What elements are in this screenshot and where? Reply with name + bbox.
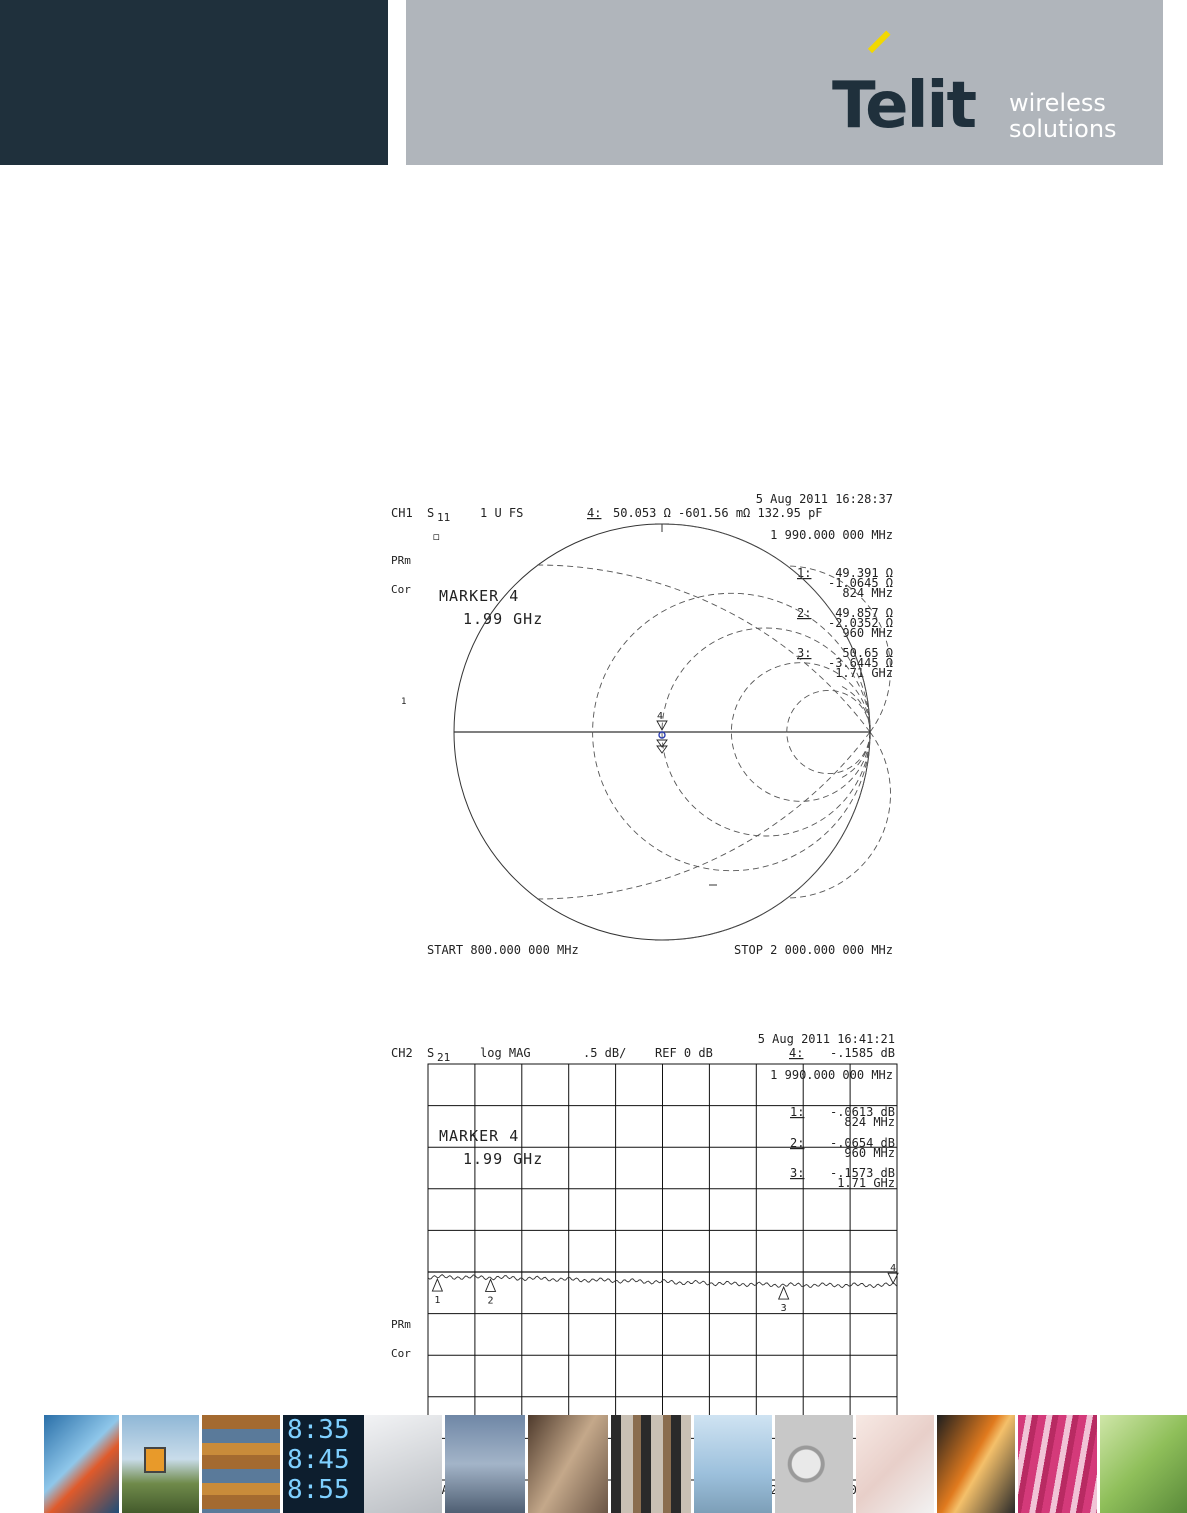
smith-marker-3-f: 1.71 GHz <box>835 666 893 680</box>
logo-tagline-line-2: solutions <box>1009 115 1117 143</box>
smith-marker-3-r: 50.65 Ω <box>842 646 893 660</box>
smith-marker-1-f: 824 MHz <box>842 586 893 600</box>
logmag-trace-markers <box>432 1263 898 1314</box>
logmag-stop: 2 000 <box>770 1483 865 1497</box>
logmag-marker-title: MARKER 4 <box>439 1127 520 1145</box>
phone-icon <box>144 1447 166 1473</box>
header-dark-panel <box>0 0 388 165</box>
smith-marker-1-id: 1: <box>797 566 812 580</box>
smith-marker-1-x: -1.0645 Ω <box>827 576 893 590</box>
logmag-format: log MAG <box>480 1046 531 1060</box>
photo-cyclist <box>445 1415 525 1513</box>
smith-prm: PRm <box>391 554 411 567</box>
smith-left-tick: 1 <box>401 697 407 707</box>
smith-marker-2-x: -2.0352 Ω <box>827 616 893 630</box>
logmag-marker-2-triangle <box>486 1279 496 1291</box>
logmag-marker-readout: -.1585 dB <box>829 1046 895 1060</box>
telit-logo <box>832 48 1132 148</box>
logmag-channel: CH2 <box>391 1046 413 1060</box>
logmag-timestamp: 5 Aug 2011 16:41:21 <box>757 1032 895 1046</box>
smith-x-arc-neg-0.5 <box>537 732 870 899</box>
smith-param-sub: 11 <box>437 511 451 524</box>
logmag-marker-2-label: 2 <box>487 1295 494 1307</box>
logo-word: Telit <box>832 69 976 143</box>
logmag-marker-3-triangle <box>779 1287 789 1299</box>
smith-marker-readout: 50.053 Ω -601.56 mΩ 132.95 pF <box>613 506 823 520</box>
logmag-ref: REF 0 dB <box>655 1046 713 1060</box>
logmag-marker-1-v: -.0613 dB <box>829 1105 895 1119</box>
smith-grid <box>454 524 891 940</box>
photo-shelves <box>611 1415 691 1513</box>
logmag-scale: .5 dB/ <box>583 1046 627 1060</box>
smith-param: S <box>427 506 435 520</box>
smith-scale: 1 U FS <box>480 506 524 520</box>
smith-marker-3-id: 3: <box>797 646 812 660</box>
logmag-prm: PRm <box>391 1318 411 1331</box>
logmag-marker-2-v: -.0654 dB <box>829 1136 895 1150</box>
smith-marker-freq: 1 990.000 000 MHz <box>770 528 893 542</box>
smith-marker-title-freq: 1.99 GHz <box>463 610 544 628</box>
logmag-marker-2-id: 2: <box>790 1136 805 1150</box>
smith-chart <box>385 488 905 960</box>
photo-meters <box>775 1415 853 1513</box>
photo-security-camera <box>1100 1415 1187 1513</box>
logmag-marker-3-label: 3 <box>780 1303 787 1315</box>
photo-containers <box>202 1415 280 1513</box>
photo-keyboard <box>364 1415 442 1513</box>
smith-marker-3-x: -3.6445 Ω <box>827 656 893 670</box>
smith-marker-list <box>797 566 893 680</box>
photo-train-station <box>937 1415 1015 1513</box>
photo-laser <box>856 1415 934 1513</box>
photo-blur <box>528 1415 608 1513</box>
smith-channel: CH1 <box>391 506 413 520</box>
logmag-marker-readout-id: 4: <box>789 1046 804 1060</box>
logmag-param-sub: 21 <box>437 1051 451 1064</box>
smith-marker-readout-id: 4: <box>587 506 602 520</box>
smith-marker-1-r: 49.391 Ω <box>835 566 893 580</box>
logmag-marker-1-f: 824 MHz <box>844 1115 895 1129</box>
logmag-marker-3-id: 3: <box>790 1166 805 1180</box>
smith-stop: STOP 2 000.000 000 MHz <box>734 943 893 957</box>
photo-clock: 8:35 8:45 8:55 <box>283 1415 365 1513</box>
smith-timestamp: 5 Aug 2011 16:28:37 <box>755 492 893 506</box>
photo-magazines <box>1018 1415 1097 1513</box>
logmag-marker-2-f: 960 MHz <box>844 1146 895 1160</box>
smith-cor: Cor <box>391 583 411 596</box>
smith-side-icon: ◻ <box>433 530 440 543</box>
logo-tagline <box>1009 90 1117 142</box>
logmag-marker-freq: 1 990.000 000 MHz <box>770 1068 893 1082</box>
smith-marker-2-id: 2: <box>797 606 812 620</box>
logmag-param: S <box>427 1046 435 1060</box>
logmag-marker-1-triangle <box>432 1279 442 1291</box>
photo-phone-sign <box>122 1415 199 1513</box>
smith-marker-2-r: 49.857 Ω <box>835 606 893 620</box>
smith-marker-4-label: 4 <box>657 711 664 722</box>
logmag-cor: Cor <box>391 1347 411 1360</box>
logmag-marker-1-id: 1: <box>790 1105 805 1119</box>
logo-tagline-line-1: wireless <box>1009 89 1106 117</box>
logmag-marker-3-v: -.1573 dB <box>829 1166 895 1180</box>
smith-start: START 800.000 000 MHz <box>427 943 579 957</box>
footer-photo-strip <box>44 1415 1187 1513</box>
logmag-marker-1-label: 1 <box>434 1295 441 1307</box>
photo-wind-turbines <box>694 1415 772 1513</box>
logmag-marker-3-f: 1.71 GHz <box>837 1176 895 1190</box>
smith-marker-title: MARKER 4 <box>439 587 520 605</box>
logmag-marker-4-label: 4 <box>890 1263 897 1275</box>
photo-traffic <box>44 1415 119 1513</box>
logmag-marker-title-freq: 1.99 GHz <box>463 1150 544 1168</box>
smith-marker-stack <box>657 740 667 753</box>
smith-marker-2-f: 960 MHz <box>842 626 893 640</box>
smith-x-arc-neg-2 <box>787 732 891 898</box>
